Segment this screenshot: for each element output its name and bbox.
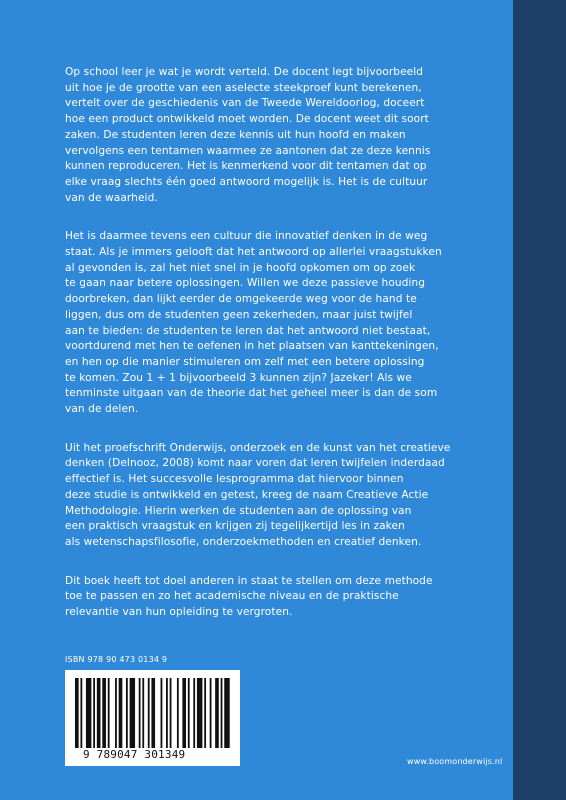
paragraph-line: Het is daarmee tevens een cultuur die innovatief denken in de weg [65, 230, 428, 243]
paragraph-1 [65, 65, 470, 206]
paragraph-line: uit hoe je de grootte van een aselecte steekproef kunt berekenen, [65, 81, 422, 94]
paragraph-line: relevantie van hun opleiding te vergroten. [65, 606, 293, 619]
blurb-text [65, 65, 470, 644]
paragraph-line: toe te passen en zo het academische niveau en de praktische [65, 590, 399, 603]
paragraph-line: aan te bieden: de studenten te leren dat het antwoord niet bestaat, [65, 324, 431, 337]
barcode-bar [197, 678, 202, 748]
paragraph-line: deze studie is ontwikkeld en getest, kreeg de naam Creatieve Actie [65, 488, 429, 501]
isbn-barcode [65, 670, 240, 766]
barcode-bar [75, 678, 79, 748]
barcode-bar [161, 678, 163, 748]
paragraph-line: liggen, dus om de studenten geen zekerheden, maar juist twijfel [65, 308, 413, 321]
barcode-bar [108, 678, 110, 748]
barcode-bar [210, 678, 212, 748]
paragraph-line: zaken. De studenten leren deze kennis uit hun hoofd en maken [65, 128, 406, 141]
paragraph-line: Dit boek heeft tot doel anderen in staat te stellen om deze methode [65, 574, 433, 587]
barcode-bar [115, 678, 117, 748]
barcode-bar [193, 678, 195, 748]
paragraph-3 [65, 441, 470, 551]
barcode-bar [102, 678, 106, 748]
paragraph-line: vertelt over de geschiedenis van de Tweede Wereldoorlog, doceert [65, 97, 425, 110]
paragraph-line: hoe een product ontwikkeld moet worden. De docent weet dit soort [65, 113, 429, 126]
barcode-bar [182, 678, 186, 748]
barcode-bar [119, 678, 123, 748]
paragraph-line: tenminste uitgaan van de theorie dat het geheel meer is dan de som [65, 387, 438, 400]
barcode-bar [80, 678, 82, 748]
barcode-bar [126, 678, 128, 748]
paragraph-4 [65, 574, 470, 621]
barcode-bar [97, 678, 101, 748]
barcode-bar [204, 678, 206, 748]
paragraph-line: en hen op die manier stimuleren om zelf met een betere oplossing [65, 355, 425, 368]
barcode-bar [139, 678, 141, 748]
paragraph-line: van de waarheid. [65, 191, 158, 204]
paragraph-line: voortdurend met hen te oefenen in het plaatsen van kanttekeningen, [65, 340, 439, 353]
barcode-bar [130, 678, 135, 748]
barcode-bar [177, 678, 179, 748]
paragraph-line: Op school leer je wat je wordt verteld. De docent legt bijvoorbeeld [65, 66, 424, 78]
barcode-bar [151, 678, 155, 748]
barcode-bar [86, 678, 91, 748]
paragraph-line: staat. Als je immers gelooft dat het antwoord op allerlei vraagstukken [65, 246, 442, 259]
paragraph-line: te gaan naar betere oplossingen. Willen we deze passieve houding [65, 277, 426, 290]
paragraph-line: effectief is. Het succesvolle lesprogramma dat hiervoor binnen [65, 473, 404, 486]
isbn-label: ISBN 978 90 473 0134 9 [65, 655, 168, 664]
paragraph-line: een praktisch vraagstuk en krijgen zij tegelijkertijd les in zaken [65, 520, 405, 533]
barcode-bar [148, 678, 150, 748]
publisher-website: www.boomonderwijs.nl [407, 757, 503, 766]
barcode-bar [142, 678, 144, 748]
barcode-bar [93, 678, 95, 748]
paragraph-line: Uit het proefschrift Onderwijs, onderzoek en de kunst van het creatieve [65, 441, 451, 454]
barcode-bar [221, 678, 223, 748]
paragraph-line: kunnen reproduceren. Het is kenmerkend voor dit tentamen dat op [65, 160, 427, 173]
spine-band [513, 0, 566, 800]
paragraph-line: te komen. Zou 1 + 1 bijvoorbeeld 3 kunnen zijn? Jazeker! Als we [65, 371, 412, 384]
paragraph-line: doorbreken, dan lijkt eerder de omgekeerde weg voor de hand te [65, 293, 417, 306]
paragraph-line: vervolgens een tentamen waarmee ze aantonen dat ze deze kennis [65, 144, 431, 157]
barcode-digits: 9 789047 301349 [83, 748, 186, 761]
paragraph-line: van de delen. [65, 403, 139, 416]
barcode-bar [215, 678, 219, 748]
barcode-bars [75, 678, 230, 750]
paragraph-line: Methodologie. Hierin werken de studenten aan de oplossing van [65, 504, 412, 517]
paragraph-line: al gevonden is, zal het niet snel in je hoofd opkomen om op zoek [65, 261, 416, 274]
paragraph-2 [65, 229, 470, 417]
barcode-bar [170, 678, 172, 748]
barcode-bar [224, 678, 229, 748]
barcode-bar [188, 678, 190, 748]
paragraph-line: denken (Delnooz, 2008) komt naar voren dat leren twijfelen inderdaad [65, 457, 445, 470]
paragraph-line: elke vraag slechts één goed antwoord mogelijk is. Het is de cultuur [65, 175, 428, 188]
paragraph-line: als wetenschapsfilosofie, onderzoekmethoden en creatief denken. [65, 535, 422, 548]
barcode-bar [166, 678, 168, 748]
